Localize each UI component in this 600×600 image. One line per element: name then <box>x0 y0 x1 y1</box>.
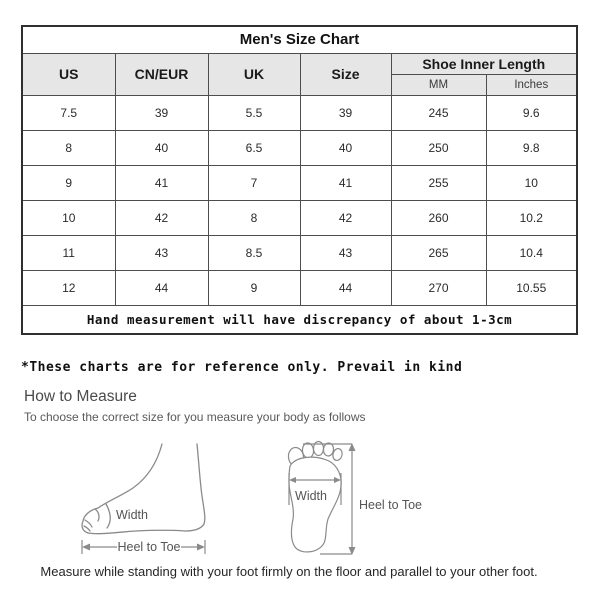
size-cell: 8.5 <box>208 235 300 270</box>
table-header-row <box>22 53 577 74</box>
table-footnote-row <box>22 305 577 334</box>
header-us: US <box>22 53 115 95</box>
header-cn-eur: CN/EUR <box>115 53 208 95</box>
size-cell: 270 <box>391 270 486 305</box>
size-cell: 255 <box>391 165 486 200</box>
header-inner-length: Shoe Inner Length <box>391 53 577 74</box>
size-cell: 9 <box>208 270 300 305</box>
foot-measurement-diagram <box>0 430 600 570</box>
size-cell: 10.4 <box>486 235 577 270</box>
size-cell: 11 <box>22 235 115 270</box>
size-chart-table <box>21 25 578 335</box>
size-cell: 39 <box>300 95 391 130</box>
table-row <box>22 130 577 165</box>
size-cell: 41 <box>115 165 208 200</box>
table-title: Men's Size Chart <box>22 26 577 53</box>
size-cell: 8 <box>208 200 300 235</box>
size-cell: 42 <box>300 200 391 235</box>
header-size: Size <box>300 53 391 95</box>
size-cell: 5.5 <box>208 95 300 130</box>
size-cell: 250 <box>391 130 486 165</box>
header-inches: Inches <box>486 74 577 95</box>
table-title-row <box>22 26 577 53</box>
table-row <box>22 165 577 200</box>
table-footnote: Hand measurement will have discrepancy of about 1-3cm <box>22 305 577 334</box>
size-cell: 245 <box>391 95 486 130</box>
side-view-width-label: Width <box>116 508 148 522</box>
how-to-measure-title: How to Measure <box>24 388 137 405</box>
size-cell: 260 <box>391 200 486 235</box>
table-row <box>22 200 577 235</box>
size-cell: 12 <box>22 270 115 305</box>
reference-note: *These charts are for reference only. Prevail in kind <box>21 360 463 375</box>
header-mm: MM <box>391 74 486 95</box>
table-row <box>22 235 577 270</box>
size-cell: 265 <box>391 235 486 270</box>
top-view-length-label: Heel to Toe <box>359 498 423 512</box>
size-cell: 6.5 <box>208 130 300 165</box>
size-cell: 9.8 <box>486 130 577 165</box>
size-cell: 44 <box>115 270 208 305</box>
size-cell: 7.5 <box>22 95 115 130</box>
side-view-length-label: Heel to Toe <box>117 540 181 554</box>
size-cell: 40 <box>300 130 391 165</box>
size-cell: 10 <box>486 165 577 200</box>
size-cell: 43 <box>300 235 391 270</box>
size-cell: 10.55 <box>486 270 577 305</box>
size-cell: 44 <box>300 270 391 305</box>
table-row <box>22 270 577 305</box>
measure-caption: Measure while standing with your foot firmly on the floor and parallel to your other foot. <box>40 564 538 579</box>
size-cell: 10 <box>22 200 115 235</box>
top-view-width-label: Width <box>295 489 327 503</box>
header-uk: UK <box>208 53 300 95</box>
size-cell: 7 <box>208 165 300 200</box>
size-cell: 9.6 <box>486 95 577 130</box>
table-row <box>22 95 577 130</box>
size-cell: 9 <box>22 165 115 200</box>
size-cell: 8 <box>22 130 115 165</box>
size-cell: 10.2 <box>486 200 577 235</box>
how-to-measure-subtitle: To choose the correct size for you measure your body as follows <box>24 410 366 424</box>
size-cell: 41 <box>300 165 391 200</box>
size-cell: 43 <box>115 235 208 270</box>
size-cell: 42 <box>115 200 208 235</box>
size-cell: 39 <box>115 95 208 130</box>
size-cell: 40 <box>115 130 208 165</box>
